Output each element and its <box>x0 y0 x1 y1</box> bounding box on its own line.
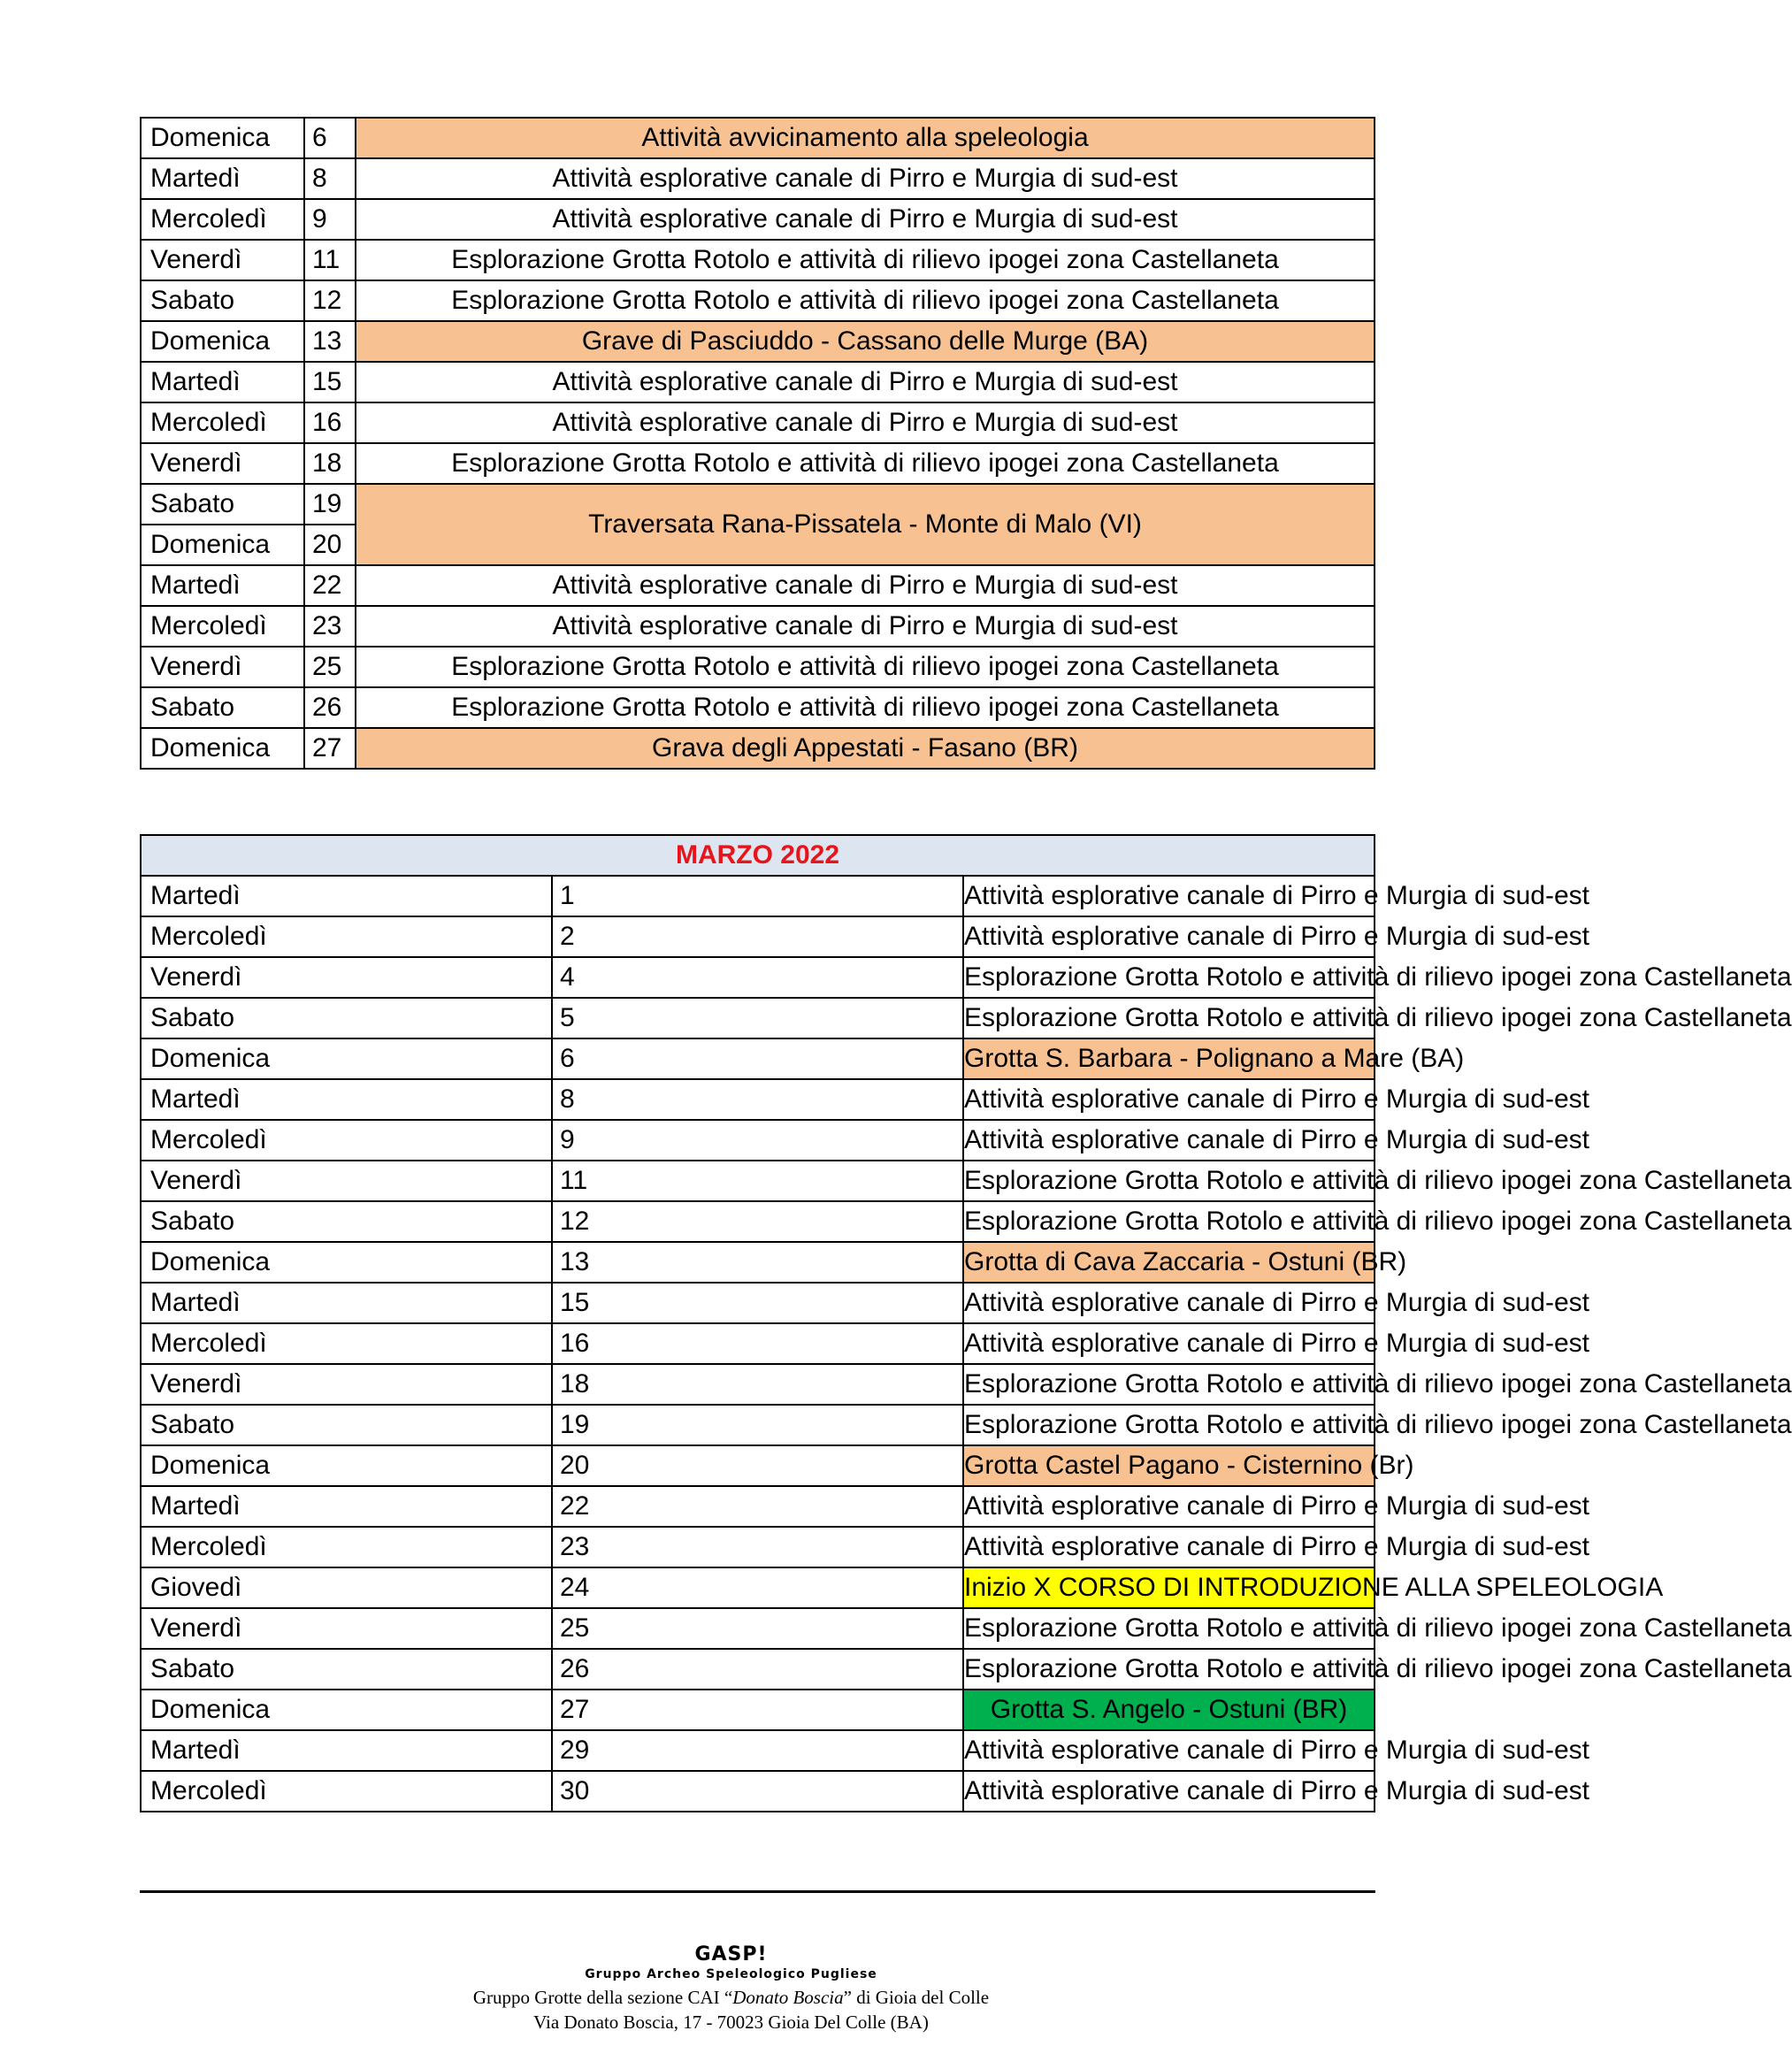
day-name: Martedì <box>141 1486 552 1527</box>
activity-cell: Esplorazione Grotta Rotolo e attività di rilievo ipogei zona Castellaneta <box>963 1405 1375 1445</box>
activity-cell: Esplorazione Grotta Rotolo e attività di rilievo ipogei zona Castellaneta <box>963 1161 1375 1201</box>
activity-cell: Grotta S. Angelo - Ostuni (BR) <box>963 1690 1375 1730</box>
day-name: Mercoledì <box>141 1771 552 1812</box>
schedule-row <box>141 957 1375 998</box>
schedule-row <box>141 1445 1375 1486</box>
day-name: Sabato <box>141 1405 552 1445</box>
schedule-row <box>141 728 1375 769</box>
schedule-row <box>141 1486 1375 1527</box>
schedule-row <box>141 362 1375 402</box>
schedule-row <box>141 1120 1375 1161</box>
schedule-row <box>141 280 1375 321</box>
activity-cell: Inizio X CORSO DI INTRODUZIONE ALLA SPELEOLOGIA <box>963 1567 1375 1608</box>
day-number: 6 <box>552 1038 963 1079</box>
day-number: 18 <box>304 443 356 484</box>
day-number: 24 <box>552 1567 963 1608</box>
schedule-row <box>141 321 1375 362</box>
activity-cell: Attività esplorative canale di Pirro e Murgia di sud-est <box>963 1527 1375 1567</box>
schedule-row <box>141 1201 1375 1242</box>
month-title: MARZO 2022 <box>141 835 1375 876</box>
day-name: Venerdì <box>141 1364 552 1405</box>
day-number: 5 <box>552 998 963 1038</box>
activity-cell: Esplorazione Grotta Rotolo e attività di rilievo ipogei zona Castellaneta <box>963 1364 1375 1405</box>
activity-cell: Esplorazione Grotta Rotolo e attività di rilievo ipogei zona Castellaneta <box>963 1608 1375 1649</box>
day-name: Domenica <box>141 321 304 362</box>
day-number: 19 <box>304 484 356 525</box>
day-name: Martedì <box>141 1283 552 1323</box>
day-number: 12 <box>552 1201 963 1242</box>
activity-cell: Attività esplorative canale di Pirro e Murgia di sud-est <box>356 362 1375 402</box>
month-header-row <box>141 835 1375 876</box>
activity-cell: Grava degli Appestati - Fasano (BR) <box>356 728 1375 769</box>
schedule-row <box>141 565 1375 606</box>
footer-affiliation <box>0 1987 1462 2009</box>
march-schedule-table <box>140 834 1792 1812</box>
day-number: 20 <box>552 1445 963 1486</box>
activity-cell: Attività esplorative canale di Pirro e Murgia di sud-est <box>356 199 1375 240</box>
activity-cell: Esplorazione Grotta Rotolo e attività di rilievo ipogei zona Castellaneta <box>963 1201 1375 1242</box>
schedule-row <box>141 1730 1375 1771</box>
activity-cell: Esplorazione Grotta Rotolo e attività di rilievo ipogei zona Castellaneta <box>356 443 1375 484</box>
day-number: 2 <box>552 916 963 957</box>
schedule-row <box>141 1283 1375 1323</box>
schedule-row <box>141 647 1375 687</box>
day-name: Martedì <box>141 876 552 916</box>
activity-cell: Esplorazione Grotta Rotolo e attività di rilievo ipogei zona Castellaneta <box>356 280 1375 321</box>
day-name: Sabato <box>141 484 304 525</box>
day-number: 27 <box>552 1690 963 1730</box>
schedule-row <box>141 1161 1375 1201</box>
day-name: Domenica <box>141 118 304 158</box>
activity-cell: Attività esplorative canale di Pirro e Murgia di sud-est <box>963 1771 1375 1812</box>
day-number: 9 <box>304 199 356 240</box>
day-name: Domenica <box>141 1242 552 1283</box>
day-name: Mercoledì <box>141 1527 552 1567</box>
activity-cell: Esplorazione Grotta Rotolo e attività di rilievo ipogei zona Castellaneta <box>963 1649 1375 1690</box>
day-number: 13 <box>552 1242 963 1283</box>
day-number: 27 <box>304 728 356 769</box>
day-number: 15 <box>304 362 356 402</box>
activity-cell: Attività esplorative canale di Pirro e Murgia di sud-est <box>356 565 1375 606</box>
activity-cell: Esplorazione Grotta Rotolo e attività di rilievo ipogei zona Castellaneta <box>963 957 1375 998</box>
activity-cell: Esplorazione Grotta Rotolo e attività di rilievo ipogei zona Castellaneta <box>356 687 1375 728</box>
schedule-row <box>141 1608 1375 1649</box>
activity-cell: Grave di Pasciuddo - Cassano delle Murge (BA) <box>356 321 1375 362</box>
org-full-name: Gruppo Archeo Speleologico Pugliese <box>585 1967 877 1981</box>
day-number: 13 <box>304 321 356 362</box>
day-number: 6 <box>304 118 356 158</box>
day-number: 25 <box>552 1608 963 1649</box>
day-number: 11 <box>304 240 356 280</box>
day-name: Martedì <box>141 362 304 402</box>
schedule-row <box>141 687 1375 728</box>
activity-cell: Grotta Castel Pagano - Cisternino (Br) <box>963 1445 1375 1486</box>
day-number: 19 <box>552 1405 963 1445</box>
day-number: 29 <box>552 1730 963 1771</box>
day-name: Venerdì <box>141 957 552 998</box>
day-name: Martedì <box>141 1730 552 1771</box>
day-name: Martedì <box>141 1079 552 1120</box>
affiliation-suffix: ” di Gioia del Colle <box>843 1987 990 2008</box>
activity-cell: Attività esplorative canale di Pirro e Murgia di sud-est <box>356 402 1375 443</box>
schedule-row <box>141 1364 1375 1405</box>
org-logo-text: GASP! <box>694 1943 768 1966</box>
day-name: Domenica <box>141 1690 552 1730</box>
activity-cell: Attività avvicinamento alla speleologia <box>356 118 1375 158</box>
day-name: Mercoledì <box>141 916 552 957</box>
day-name: Sabato <box>141 280 304 321</box>
activity-cell: Attività esplorative canale di Pirro e Murgia di sud-est <box>963 1730 1375 1771</box>
day-name: Sabato <box>141 687 304 728</box>
schedule-row <box>141 199 1375 240</box>
day-number: 30 <box>552 1771 963 1812</box>
activity-cell: Esplorazione Grotta Rotolo e attività di rilievo ipogei zona Castellaneta <box>356 240 1375 280</box>
day-number: 16 <box>552 1323 963 1364</box>
day-name: Giovedì <box>141 1567 552 1608</box>
schedule-row <box>141 402 1375 443</box>
footer-address: Via Donato Boscia, 17 - 70023 Gioia Del Colle (BA) <box>533 2012 929 2033</box>
schedule-row <box>141 118 1375 158</box>
february-schedule-table <box>140 117 1375 770</box>
schedule-row <box>141 1527 1375 1567</box>
activity-cell: Attività esplorative canale di Pirro e Murgia di sud-est <box>963 1486 1375 1527</box>
activity-cell: Grotta S. Barbara - Polignano a Mare (BA) <box>963 1038 1375 1079</box>
day-name: Sabato <box>141 998 552 1038</box>
schedule-row <box>141 1038 1375 1079</box>
day-name: Venerdì <box>141 1608 552 1649</box>
day-name: Venerdì <box>141 647 304 687</box>
activity-cell: Attività esplorative canale di Pirro e Murgia di sud-est <box>356 606 1375 647</box>
day-number: 23 <box>552 1527 963 1567</box>
day-number: 22 <box>304 565 356 606</box>
activity-cell: Esplorazione Grotta Rotolo e attività di rilievo ipogei zona Castellaneta <box>356 647 1375 687</box>
day-number: 8 <box>552 1079 963 1120</box>
schedule-row <box>141 1567 1375 1608</box>
activity-cell: Attività esplorative canale di Pirro e Murgia di sud-est <box>963 1283 1375 1323</box>
day-name: Martedì <box>141 158 304 199</box>
schedule-row <box>141 606 1375 647</box>
day-number: 16 <box>304 402 356 443</box>
day-number: 25 <box>304 647 356 687</box>
day-name: Domenica <box>141 1445 552 1486</box>
activity-cell: Attività esplorative canale di Pirro e Murgia di sud-est <box>963 876 1375 916</box>
day-name: Domenica <box>141 728 304 769</box>
activity-cell: Grotta di Cava Zaccaria - Ostuni (BR) <box>963 1242 1375 1283</box>
activity-cell: Attività esplorative canale di Pirro e Murgia di sud-est <box>963 1079 1375 1120</box>
activity-cell: Attività esplorative canale di Pirro e Murgia di sud-est <box>356 158 1375 199</box>
schedule-row <box>141 1079 1375 1120</box>
activity-cell: Traversata Rana-Pissatela - Monte di Malo (VI) <box>356 484 1375 565</box>
schedule-row <box>141 240 1375 280</box>
activity-cell: Attività esplorative canale di Pirro e Murgia di sud-est <box>963 1323 1375 1364</box>
day-number: 12 <box>304 280 356 321</box>
day-number: 15 <box>552 1283 963 1323</box>
day-name: Martedì <box>141 565 304 606</box>
day-number: 4 <box>552 957 963 998</box>
day-name: Domenica <box>141 525 304 565</box>
day-name: Mercoledì <box>141 199 304 240</box>
day-number: 11 <box>552 1161 963 1201</box>
day-name: Mercoledì <box>141 1120 552 1161</box>
schedule-row <box>141 1323 1375 1364</box>
schedule-row <box>141 1405 1375 1445</box>
day-name: Venerdì <box>141 1161 552 1201</box>
day-name: Sabato <box>141 1649 552 1690</box>
schedule-row <box>141 1649 1375 1690</box>
day-number: 8 <box>304 158 356 199</box>
activity-cell: Attività esplorative canale di Pirro e Murgia di sud-est <box>963 1120 1375 1161</box>
day-name: Domenica <box>141 1038 552 1079</box>
activity-cell: Esplorazione Grotta Rotolo e attività di rilievo ipogei zona Castellaneta <box>963 998 1375 1038</box>
activity-cell: Attività esplorative canale di Pirro e Murgia di sud-est <box>963 916 1375 957</box>
schedule-row <box>141 916 1375 957</box>
day-number: 23 <box>304 606 356 647</box>
schedule-row <box>141 876 1375 916</box>
schedule-row <box>141 998 1375 1038</box>
day-name: Sabato <box>141 1201 552 1242</box>
day-name: Mercoledì <box>141 1323 552 1364</box>
day-number: 18 <box>552 1364 963 1405</box>
day-name: Venerdì <box>141 443 304 484</box>
day-number: 9 <box>552 1120 963 1161</box>
day-number: 1 <box>552 876 963 916</box>
day-number: 20 <box>304 525 356 565</box>
day-name: Venerdì <box>141 240 304 280</box>
day-number: 22 <box>552 1486 963 1527</box>
schedule-row <box>141 484 1375 525</box>
day-name: Mercoledì <box>141 606 304 647</box>
schedule-row <box>141 443 1375 484</box>
affiliation-prefix: Gruppo Grotte della sezione CAI “ <box>472 1987 733 2008</box>
schedule-row <box>141 1690 1375 1730</box>
schedule-row <box>141 158 1375 199</box>
affiliation-name: Donato Boscia <box>732 1987 844 2008</box>
schedule-row <box>141 1771 1375 1812</box>
day-name: Mercoledì <box>141 402 304 443</box>
day-number: 26 <box>552 1649 963 1690</box>
day-number: 26 <box>304 687 356 728</box>
footer-divider <box>140 1890 1375 1893</box>
schedule-row <box>141 1242 1375 1283</box>
